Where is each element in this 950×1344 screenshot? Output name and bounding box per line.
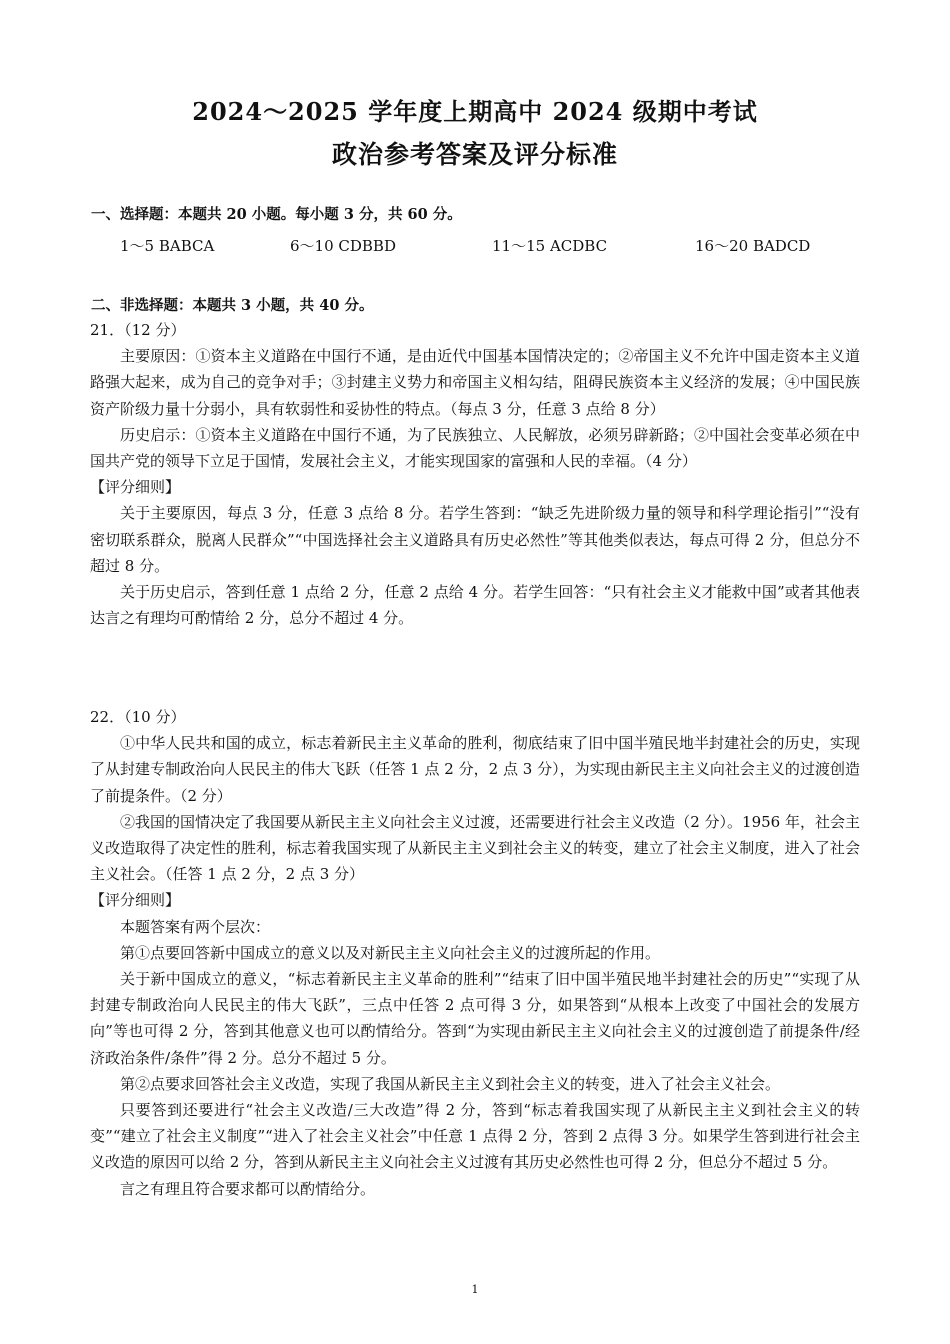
answer-group-3: 11～15 ACDBC [492,237,608,255]
answer-group-4: 16～20 BADCD [695,237,811,255]
question-22-rubric-discretion: 言之有理且符合要求都可以酌情给分。 [120,1179,376,1198]
question-22-rubric-founding: 关于新中国成立的意义，“标志着新民主主义革命的胜利”“结束了旧中国半殖民地半封建社会的历史”“实现了从封建专制政治向人民民主的伟大飞跃”，三点中任答 2 点可得 3 分，如果答到“从根本上改变了中国社会的发展方向”等也可得 2 分，答到其他意义也可以酌情给分。答到“为实现由新民主主义向社会主义的过渡创造了前提条件/经济政治条件/条件”得 2 分。总分不超过 5 分。 [90,970,860,1067]
question-21-rubric-reasons: 关于主要原因，每点 3 分，任意 3 点给 8 分。若学生答到：“缺乏先进阶级力量的领导和科学理论指引”“没有密切联系群众，脱离人民群众”“中国选择社会主义道路具有历史必然性”等其他类似表达，每点可得 2 分，但总分不超过 8 分。 [90,504,860,575]
question-22-rubric-transformation: 只要答到还要进行“社会主义改造/三大改造”得 2 分，答到“标志着我国实现了从新民主主义到社会主义的转变”“建立了社会主义制度”“进入了社会主义社会”中任意 1 点得 2 分，答到 2 点得 3 分。如果学生答到进行社会主义改造的原因可以给 2 分，答到从新民主主义向社会主义过渡有其历史必然性也可得 2 分，但总分不超过 5 分。 [90,1101,860,1172]
question-22-rubric-levels: 本题答案有两个层次： [120,917,271,936]
question-22 [90,704,860,1202]
document-subtitle: 政治参考答案及评分标准 [331,140,618,169]
question-21-main-reasons: 主要原因：①资本主义道路在中国行不通，是由近代中国基本国情决定的；②帝国主义不允许中国走资本主义道路强大起来，成为自己的竞争对手；③封建主义势力和帝国主义相勾结，阻碍民族资本主义经济的发展；④中国民族资产阶级力量十分弱小，具有软弱性和妥协性的特点。（每点 3 分，任意 3 点给 8 分） [90,347,860,418]
question-22-rubric-heading: 【评分细则】 [90,891,181,910]
answer-group-1: 1～5 BABCA [120,237,215,255]
question-22-label: 22．（10 分） [90,708,186,726]
answer-group-2: 6～10 CDBBD [290,237,396,255]
question-21-historical-lessons: 历史启示：①资本主义道路在中国行不通，为了民族独立、人民解放，必须另辟新路；②中国社会变革必须在中国共产党的领导下立足于国情，发展社会主义，才能实现国家的富强和人民的幸福。（4 分） [90,425,860,471]
section2-heading: 二、非选择题：本题共 3 小题，共 40 分。 [91,297,374,314]
question-22-rubric-point-1: 第①点要回答新中国成立的意义以及对新民主主义向社会主义的过渡所起的作用。 [120,943,661,962]
document-title: 2024～2025 学年度上期高中 2024 级期中考试 [192,97,758,126]
question-21 [90,317,860,631]
question-21-label: 21．（12 分） [90,321,186,339]
question-21-rubric-heading: 【评分细则】 [90,478,181,497]
answer-key-row [120,235,880,255]
question-22-point-2: ②我国的国情决定了我国要从新民主主义向社会主义过渡，还需要进行社会主义改造（2 分）。1956 年，社会主义改造取得了决定性的胜利，标志着我国实现了从新民主主义到社会主义的转变，建立了社会主义制度，进入了社会主义社会。（任答 1 点 2 分，2 点 3 分） [90,812,860,884]
question-22-rubric-point-2: 第②点要求回答社会主义改造，实现了我国从新民主主义到社会主义的转变，进入了社会主义社会。 [120,1074,781,1093]
question-21-rubric-lessons: 关于历史启示，答到任意 1 点给 2 分，任意 2 点给 4 分。若学生回答：“只有社会主义才能救中国”或者其他表达言之有理均可酌情给 2 分，总分不超过 4 分。 [90,583,860,628]
page-number: 1 [471,1283,479,1296]
question-22-point-1: ①中华人民共和国的成立，标志着新民主主义革命的胜利，彻底结束了旧中国半殖民地半封建社会的历史，实现了从封建专制政治向人民民主的伟大飞跃（任答 1 点 2 分，2 点 3 分），为实现由新民主主义向社会主义的过渡创造了前提条件。（2 分） [90,734,860,805]
section1-heading: 一、选择题：本题共 20 小题。每小题 3 分，共 60 分。 [91,206,462,223]
